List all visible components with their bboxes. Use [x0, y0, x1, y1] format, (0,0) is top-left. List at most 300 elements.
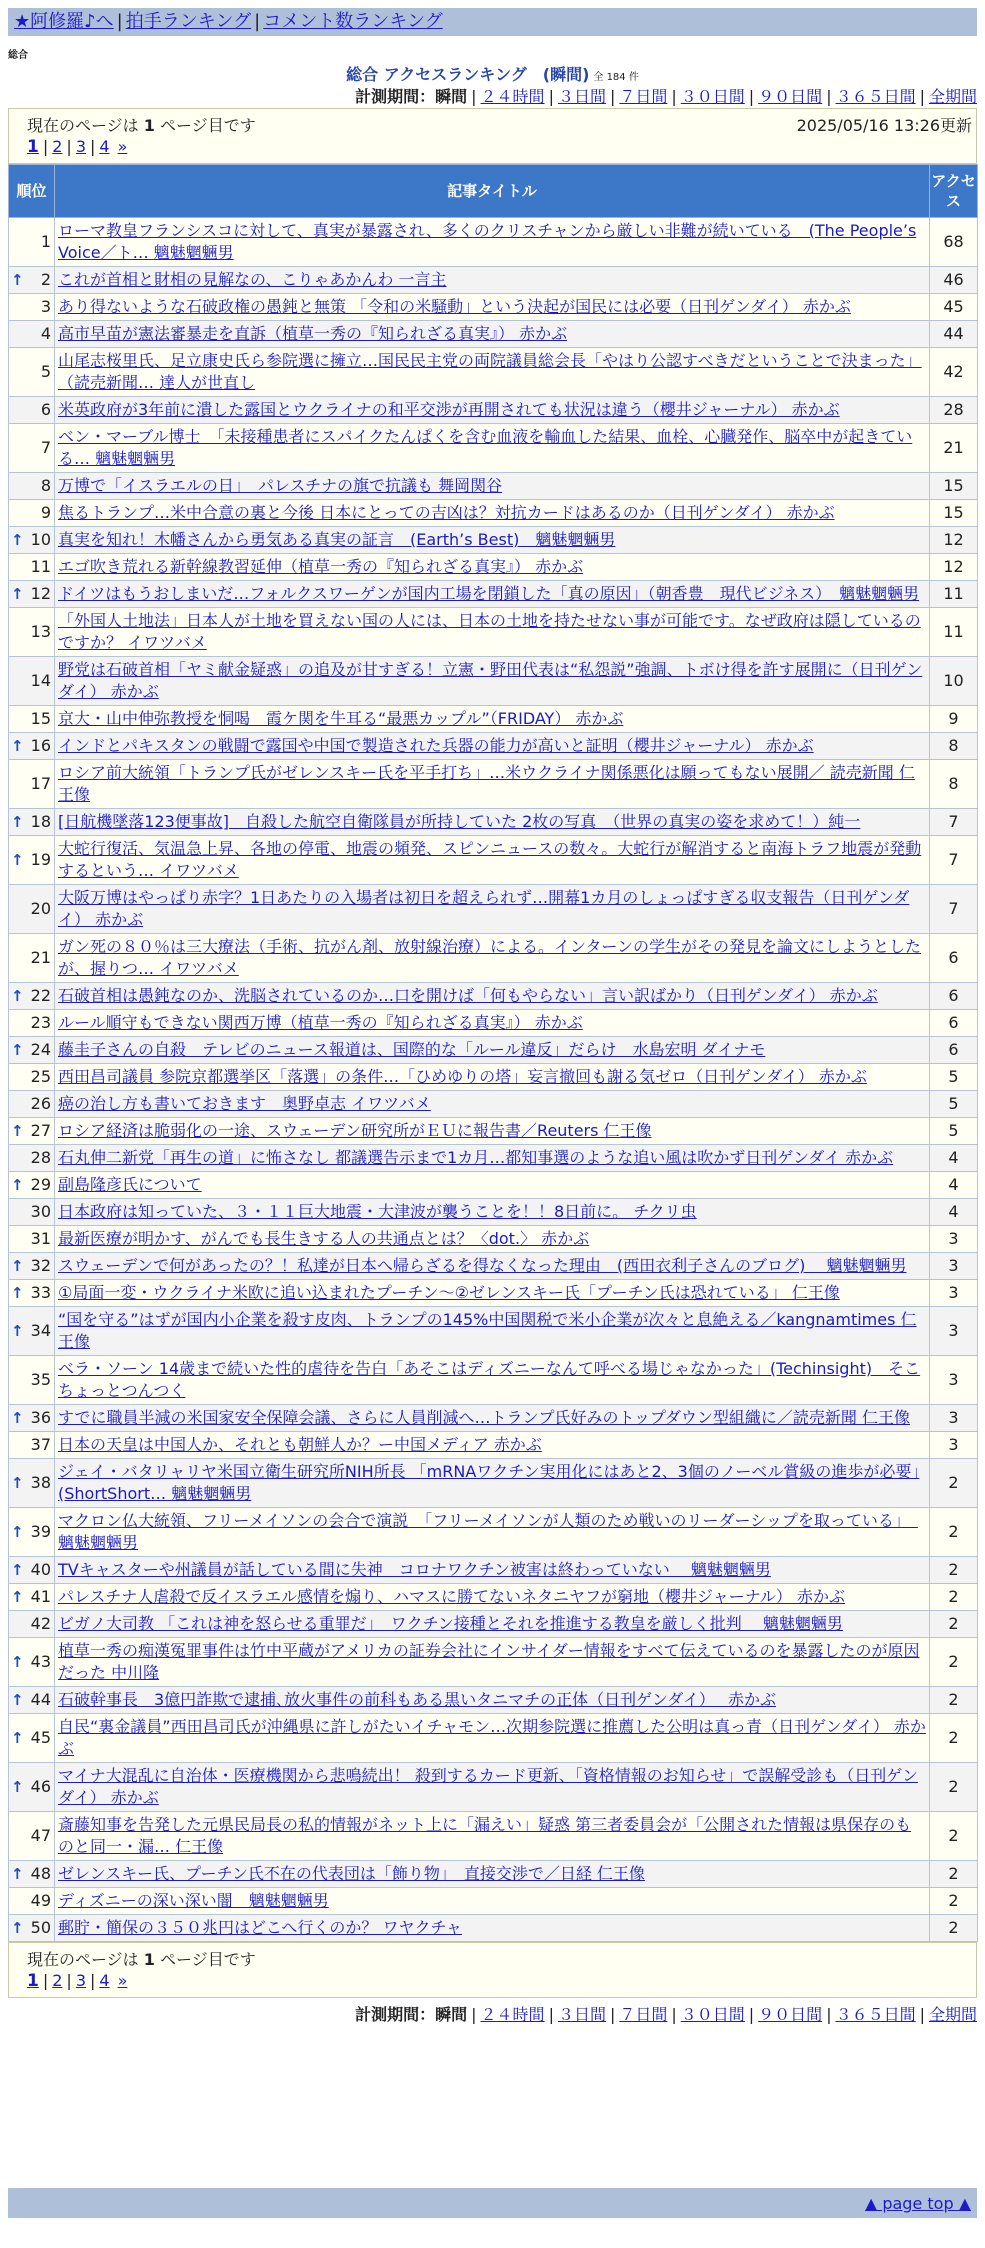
page-link-4[interactable]: 4 [99, 1971, 110, 1990]
rank-cell [9, 1861, 55, 1888]
rank-cell [9, 1226, 55, 1253]
article-title-link[interactable]: 「外国人土地法」日本人が土地を買えない国の人には、日本の土地を持たせない事が可能です。なぜ政府は隠しているのですか？ イワツバメ [58, 611, 921, 652]
rank-number: 16 [30, 736, 51, 755]
table-row [9, 885, 978, 934]
title-cell [55, 1714, 930, 1763]
rank-cell [9, 1584, 55, 1611]
article-title-link[interactable]: 真実を知れ！木幡さんから勇気ある真実の証言 (Earth’s Best) 魑魅魍魎男 [58, 530, 616, 549]
title-cell [55, 1432, 930, 1459]
title-cell [55, 1172, 930, 1199]
rank-number: 9 [40, 503, 51, 522]
rank-cell [9, 1508, 55, 1557]
rank-number: 39 [30, 1522, 51, 1541]
title-cell [55, 1226, 930, 1253]
access-count: 3 [930, 1226, 978, 1253]
article-title-link[interactable]: スウェーデンで何があったの？！私達が日本へ帰らざるを得なくなった理由 (西田衣利子さんのブログ) 魑魅魍魎男 [58, 1256, 907, 1275]
rank-cell [9, 760, 55, 809]
rank-up-arrow-icon: ↑ [11, 1778, 24, 1796]
rank-number: 8 [40, 476, 51, 495]
title-cell [55, 321, 930, 348]
article-title-link[interactable]: ロシア前大統領「トランプ氏がゼレンスキー氏を平手打ち」…米ウクライナ関係悪化は願ってもない展開／ 読売新聞 仁王像 [58, 763, 915, 804]
article-title-link[interactable]: 野党は石破首相「ヤミ献金疑惑」の追及が甘すぎる！立憲・野田代表は“私怨説”強調、トボけ得を許す展開に（日刊ゲンダイ） 赤かぶ [58, 660, 923, 701]
article-title-link[interactable]: 斎藤知事を告発した元県民局長の私的情報がネット上に「漏えい」疑惑 第三者委員会が「公開された情報は県保存のものと同一・漏… 仁王像 [58, 1815, 912, 1856]
rank-cell [9, 1888, 55, 1915]
period-link-365d[interactable]: ３６５日間 [835, 87, 916, 106]
rank-number: 20 [30, 899, 51, 918]
article-title-link[interactable]: 万博で「イスラエルの日」 パレスチナの旗で抗議も 舞岡関谷 [58, 476, 503, 495]
period-link-365d[interactable]: ３６５日間 [835, 2005, 916, 2024]
rank-up-arrow-icon: ↑ [11, 1919, 24, 1937]
title-cell [55, 267, 930, 294]
table-row [9, 1172, 978, 1199]
rank-cell [9, 424, 55, 473]
title-cell [55, 218, 930, 267]
page-link-1[interactable]: 1 [27, 137, 39, 157]
rank-number: 26 [30, 1094, 51, 1113]
pager-bottom [8, 1942, 977, 1998]
rank-cell [9, 348, 55, 397]
rank-up-arrow-icon: ↑ [11, 987, 24, 1005]
article-title-link[interactable]: ベン・マーブル博士 「未接種患者にスパイクたんぱくを含む血液を輸血した結果、血栓、心臓発作、脳卒中が起きている… 魑魅魍魎男 [58, 427, 913, 468]
article-title-link[interactable]: 日本の天皇は中国人か、それとも朝鮮人か？ー中国メディア 赤かぶ [58, 1435, 542, 1454]
title-cell [55, 1037, 930, 1064]
rank-number: 11 [30, 557, 51, 576]
page-link-next[interactable]: » [117, 137, 128, 156]
article-title-link[interactable]: [日航機墜落123便事故] 自殺した航空自衛隊員が所持していた 2枚の写真 （世界の真実の姿を求めて！）純一 [58, 812, 861, 831]
table-row [9, 500, 978, 527]
ranking-table [8, 164, 978, 1942]
article-title-link[interactable]: ゼレンスキー氏、プーチン氏不在の代表団は「飾り物」 直接交渉で／日経 仁王像 [58, 1864, 645, 1883]
table-row [9, 554, 978, 581]
article-title-link[interactable]: ビガノ大司教 「これは神を怒らせる重罪だ」 ワクチン接種とそれを推進する教皇を厳しく批判 魑魅魍魎男 [58, 1614, 843, 1633]
period-link-90d[interactable]: ９０日間 [758, 87, 823, 106]
table-row [9, 1432, 978, 1459]
article-title-link[interactable]: 副島隆彦氏について [58, 1175, 202, 1194]
access-count: 21 [930, 424, 978, 473]
period-link-7d[interactable]: ７日間 [619, 87, 668, 106]
access-count: 2 [930, 1714, 978, 1763]
rank-number: 36 [30, 1408, 51, 1427]
title-cell [55, 733, 930, 760]
page-link-3[interactable]: 3 [75, 1971, 86, 1990]
article-title-link[interactable]: 自民“裏金議員”西田昌司氏が沖縄県に許しがたいイチャモン…次期参院選に推薦した公明は真っ青（日刊ゲンダイ） 赤かぶ [58, 1717, 926, 1758]
rank-number: 35 [30, 1370, 51, 1389]
rank-number: 13 [30, 622, 51, 641]
article-title-link[interactable]: 山尾志桜里氏、足立康史氏ら参院選に擁立…国民民主党の両院議員総会長「やはり公認すべきだということで決まった」（読売新聞… 達人が世直し [58, 351, 922, 392]
rank-cell [9, 1557, 55, 1584]
current-page-text: 現在のページは 1 ページ目です [27, 116, 256, 135]
article-title-link[interactable]: 焦るトランプ…米中合意の裏と今後 日本にとっての吉凶は？対抗カードはあるのか（日刊ゲンダイ） 赤かぶ [58, 503, 835, 522]
article-title-link[interactable]: 郵貯・簡保の３５０兆円はどこへ行くのか？ ワヤクチャ [58, 1918, 462, 1937]
title-cell [55, 424, 930, 473]
article-title-link[interactable]: インドとパキスタンの戦闘で露国や中国で製造された兵器の能力が高いと証明（櫻井ジャーナル） 赤かぶ [58, 736, 814, 755]
rank-cell [9, 934, 55, 983]
access-count: 68 [930, 218, 978, 267]
access-count: 46 [930, 267, 978, 294]
article-title-link[interactable]: ローマ教皇フランシスコに対して、真実が暴露され、多くのクリスチャンから厳しい非難が続いている (The People’s Voice／ト… 魑魅魍魎男 [58, 221, 917, 262]
period-link-3d[interactable]: ３日間 [557, 2005, 606, 2024]
title-cell [55, 348, 930, 397]
article-title-link[interactable]: マクロン仏大統領、フリーメイソンの会合で演説 「フリーメイソンが人類のため戦いのリーダーシップを取っている」 魑魅魍魎男 [58, 1511, 918, 1552]
access-count: 15 [930, 500, 978, 527]
table-row [9, 1199, 978, 1226]
article-title-link[interactable]: マイナ大混乱に自治体・医療機関から悲鳴続出！ 殺到するカード更新、「資格情報のお知らせ」で誤解受診も（日刊ゲンダイ） 赤かぶ [58, 1766, 918, 1807]
title-cell [55, 934, 930, 983]
rank-cell [9, 527, 55, 554]
rank-number: 37 [30, 1435, 51, 1454]
title-cell [55, 1861, 930, 1888]
rank-cell [9, 1459, 55, 1508]
article-title-link[interactable]: 大阪万博はやっぱり赤字？1日あたりの入場者は初日を超えられず…開幕1カ月のしょっぱすぎる収支報告（日刊ゲンダイ） 赤かぶ [58, 888, 910, 929]
rank-up-arrow-icon: ↑ [11, 1474, 24, 1492]
rank-cell [9, 1432, 55, 1459]
rank-number: 41 [30, 1587, 51, 1606]
title-cell [55, 1459, 930, 1508]
nav-link-asyura[interactable]: ★阿修羅♪へ [14, 11, 114, 32]
table-row [9, 1861, 978, 1888]
page-link-2[interactable]: 2 [52, 1971, 63, 1990]
period-link-24h[interactable]: ２４時間 [480, 2005, 545, 2024]
title-cell [55, 294, 930, 321]
article-title-link[interactable]: 石破首相は愚鈍なのか、洗脳されているのか…口を開けば「何もやらない」言い訳ばかり（日刊ゲンダイ） 赤かぶ [58, 986, 878, 1005]
article-title-link[interactable]: 高市早苗が憲法審暴走を直訴（植草一秀の『知られざる真実』） 赤かぶ [58, 324, 568, 343]
access-count: 8 [930, 760, 978, 809]
article-title-link[interactable]: 癌の治し方も書いておきます 奥野卓志 イワツバメ [58, 1094, 431, 1113]
column-header-title: 記事タイトル [55, 165, 930, 218]
title-cell [55, 1405, 930, 1432]
access-count: 2 [930, 1687, 978, 1714]
rank-number: 5 [40, 362, 51, 381]
title-cell [55, 983, 930, 1010]
rank-number: 42 [30, 1614, 51, 1633]
table-row [9, 218, 978, 267]
rank-number: 50 [30, 1918, 51, 1937]
rank-cell [9, 1199, 55, 1226]
rank-number: 4 [40, 324, 51, 343]
article-title-link[interactable]: 最新医療が明かす、がんでも長生きする人の共通点とは？〈dot.〉 赤かぶ [58, 1229, 590, 1248]
rank-cell [9, 473, 55, 500]
rank-number: 25 [30, 1067, 51, 1086]
table-row [9, 1091, 978, 1118]
rank-number: 31 [30, 1229, 51, 1248]
table-row [9, 809, 978, 836]
title-cell [55, 1145, 930, 1172]
table-row [9, 1888, 978, 1915]
table-row [9, 1584, 978, 1611]
table-row [9, 836, 978, 885]
rank-number: 6 [40, 400, 51, 419]
period-current: 瞬間 [435, 87, 468, 106]
article-title-link[interactable]: ドイツはもうおしまいだ…フォルクスワーゲンが国内工場を閉鎖した「真の原因」（朝香豊 現代ビジネス） 魑魅魍魎男 [58, 584, 920, 603]
article-title-link[interactable]: ロシア経済は脆弱化の一途、スウェーデン研究所がＥＵに報告書／Reuters 仁王像 [58, 1121, 652, 1140]
rank-cell [9, 1687, 55, 1714]
article-title-link[interactable]: ガン死の８０％は三大療法（手術、抗がん剤、放射線治療）による。インターンの学生がその発見を論文にしようとしたが、握りつ… イワツバメ [58, 937, 922, 978]
rank-cell [9, 1280, 55, 1307]
period-link-3d[interactable]: ３日間 [557, 87, 606, 106]
column-header-access: アクセス [930, 165, 978, 218]
title-cell [55, 1356, 930, 1405]
rank-cell [9, 1307, 55, 1356]
rank-number: 1 [40, 232, 51, 251]
rank-cell [9, 1611, 55, 1638]
rank-number: 40 [30, 1560, 51, 1579]
table-row [9, 1253, 978, 1280]
page-link-4[interactable]: 4 [99, 137, 110, 156]
rank-up-arrow-icon: ↑ [11, 1653, 24, 1671]
table-row [9, 1226, 978, 1253]
article-title-link[interactable]: パレスチナ人虐殺で反イスラエル感情を煽り、ハマスに勝てないネタニヤフが窮地（櫻井ジャーナル） 赤かぶ [58, 1587, 846, 1606]
article-title-link[interactable]: エゴ吹き荒れる新幹線教習延伸（植草一秀の『知られざる真実』） 赤かぶ [58, 557, 584, 576]
title-cell [55, 1508, 930, 1557]
article-title-link[interactable]: “国を守る”はずが国内小企業を殺す皮肉、トランプの145%中国関税で米小企業が次々と息絶える／kangnamtimes 仁王像 [58, 1310, 917, 1351]
rank-number: 48 [30, 1864, 51, 1883]
article-title-link[interactable]: 石丸伸二新党「再生の道」に怖さなし 都議選告示まで1カ月…都知事選のような追い風は吹かず日刊ゲンダイ 赤かぶ [58, 1148, 894, 1167]
title-cell [55, 1888, 930, 1915]
rank-number: 30 [30, 1202, 51, 1221]
access-count: 2 [930, 1584, 978, 1611]
table-row [9, 1915, 978, 1942]
table-row [9, 1145, 978, 1172]
title-cell [55, 1307, 930, 1356]
rank-up-arrow-icon: ↑ [11, 1257, 24, 1275]
article-title-link[interactable]: 大蛇行復活、気温急上昇、各地の停電、地震の頻発、スピンニュースの数々。大蛇行が解消すると南海トラフ地震が発動するという… イワツバメ [58, 839, 922, 880]
rank-number: 21 [30, 948, 51, 967]
rank-number: 34 [30, 1321, 51, 1340]
total-count: 全 184 件 [593, 72, 639, 83]
top-nav-bar [8, 8, 977, 36]
title-cell [55, 836, 930, 885]
rank-cell [9, 1010, 55, 1037]
rank-number: 45 [30, 1728, 51, 1747]
access-count: 6 [930, 1010, 978, 1037]
table-row [9, 983, 978, 1010]
table-row [9, 1812, 978, 1861]
rank-cell [9, 1812, 55, 1861]
rank-cell [9, 1064, 55, 1091]
access-count: 2 [930, 1638, 978, 1687]
rank-cell [9, 321, 55, 348]
access-count: 7 [930, 885, 978, 934]
table-row [9, 1010, 978, 1037]
access-count: 9 [930, 706, 978, 733]
table-row [9, 348, 978, 397]
title-cell [55, 1118, 930, 1145]
title-cell [55, 1687, 930, 1714]
period-current: 瞬間 [435, 2005, 468, 2024]
period-link-90d[interactable]: ９０日間 [758, 2005, 823, 2024]
rank-up-arrow-icon: ↑ [11, 1561, 24, 1579]
access-count: 6 [930, 983, 978, 1010]
table-row [9, 1611, 978, 1638]
access-count: 2 [930, 1888, 978, 1915]
current-page-text: 現在のページは 1 ページ目です [27, 1950, 256, 1969]
article-title-link[interactable]: あり得ないような石破政権の愚鈍と無策 「令和の米騒動」という決起が国民には必要（日刊ゲンダイ） 赤かぶ [58, 297, 851, 316]
rank-cell [9, 1714, 55, 1763]
nav-separator: | [254, 11, 261, 32]
access-count: 4 [930, 1145, 978, 1172]
article-title-link[interactable]: TVキャスターや州議員が話している間に失神 コロナワクチン被害は終わっていない 魑魅魍魎男 [58, 1560, 771, 1579]
period-nav-bottom: 計測期間：瞬間 | ２４時間 | ３日間 | ７日間 | ３０日間 | ９０日間 | ３６５日間 | 全期間 [355, 2005, 977, 2024]
table-row [9, 1557, 978, 1584]
pager-top [8, 108, 977, 164]
period-link-all[interactable]: 全期間 [928, 87, 977, 106]
rank-cell [9, 267, 55, 294]
access-count: 5 [930, 1091, 978, 1118]
page-top-link[interactable]: ▲ page top ▲ [864, 2194, 971, 2213]
rank-number: 23 [30, 1013, 51, 1032]
article-title-link[interactable]: 藤圭子さんの自殺 テレビのニュース報道は、国際的な「ルール違反」だらけ 水島宏明 ダイナモ [58, 1040, 766, 1059]
access-count: 2 [930, 1763, 978, 1812]
access-count: 2 [930, 1915, 978, 1942]
rank-number: 46 [30, 1777, 51, 1796]
rank-cell [9, 1638, 55, 1687]
nav-link-comment-ranking[interactable]: コメント数ランキング [263, 11, 443, 32]
rank-cell [9, 1145, 55, 1172]
page-links: 1 | 2 | 3 | 4 » [27, 137, 128, 157]
period-link-30d[interactable]: ３０日間 [680, 2005, 745, 2024]
access-count: 4 [930, 1172, 978, 1199]
title-cell [55, 500, 930, 527]
rank-number: 44 [30, 1690, 51, 1709]
access-count: 5 [930, 1064, 978, 1091]
article-title-link[interactable]: 植草一秀の痴漢冤罪事件は竹中平蔵がアメリカの証券会社にインサイダー情報をすべて伝えているのを暴露したのが原因だった 中川隆 [58, 1641, 920, 1682]
rank-cell [9, 1172, 55, 1199]
column-header-rank: 順位 [9, 165, 55, 218]
access-count: 3 [930, 1280, 978, 1307]
title-cell [55, 581, 930, 608]
rank-number: 32 [30, 1256, 51, 1275]
rank-number: 3 [40, 297, 51, 316]
title-cell [55, 1557, 930, 1584]
table-row [9, 1356, 978, 1405]
table-row [9, 267, 978, 294]
title-cell [55, 1199, 930, 1226]
rank-up-arrow-icon: ↑ [11, 1322, 24, 1340]
rank-up-arrow-icon: ↑ [11, 585, 24, 603]
rank-cell [9, 581, 55, 608]
article-title-link[interactable]: ルール順守もできない関西万博（植草一秀の『知られざる真実』） 赤かぶ [58, 1013, 583, 1032]
rank-cell [9, 836, 55, 885]
page-link-3[interactable]: 3 [75, 137, 86, 156]
table-row [9, 1508, 978, 1557]
access-count: 2 [930, 1611, 978, 1638]
page-title [0, 62, 985, 85]
rank-up-arrow-icon: ↑ [11, 813, 24, 831]
period-link-24h[interactable]: ２４時間 [480, 87, 545, 106]
access-count: 45 [930, 294, 978, 321]
title-cell [55, 473, 930, 500]
page-links: 1 | 2 | 3 | 4 » [27, 1971, 128, 1991]
rank-cell [9, 554, 55, 581]
rank-cell [9, 1763, 55, 1812]
table-row [9, 581, 978, 608]
rank-cell [9, 733, 55, 760]
title-cell [55, 1812, 930, 1861]
rank-number: 38 [30, 1473, 51, 1492]
table-row [9, 1638, 978, 1687]
title-cell [55, 885, 930, 934]
title-cell [55, 1638, 930, 1687]
nav-separator: | [116, 11, 123, 32]
table-row [9, 424, 978, 473]
page-link-next[interactable]: » [117, 1971, 128, 1990]
period-link-30d[interactable]: ３０日間 [680, 87, 745, 106]
access-count: 2 [930, 1812, 978, 1861]
access-count: 42 [930, 348, 978, 397]
table-row [9, 934, 978, 983]
rank-up-arrow-icon: ↑ [11, 531, 24, 549]
rank-cell [9, 294, 55, 321]
title-cell [55, 1611, 930, 1638]
rank-up-arrow-icon: ↑ [11, 1284, 24, 1302]
article-title-link[interactable]: ジェイ・バタリャリヤ米国立衛生研究所NIH所長 「mRNAワクチン実用化にはあと2、3個のノーベル賞級の進歩が必要」(ShortShort… 魑魅魍魎男 [58, 1462, 920, 1503]
title-cell [55, 1010, 930, 1037]
rank-up-arrow-icon: ↑ [11, 1588, 24, 1606]
article-title-link[interactable]: 石破幹事長 3億円詐欺で逮捕､放火事件の前科もある黒いタニマチの正体（日刊ゲンダイ） 赤かぶ [58, 1690, 776, 1709]
access-count: 6 [930, 934, 978, 983]
footer-bar [8, 2188, 977, 2218]
nav-link-clap-ranking[interactable]: 拍手ランキング [125, 11, 252, 32]
title-cell [55, 706, 930, 733]
article-title-link[interactable]: 日本政府は知っていた、３・１１巨大地震・大津波が襲うことを！！8日前に。 チクリ虫 [58, 1202, 697, 1221]
table-row [9, 706, 978, 733]
page-link-2[interactable]: 2 [52, 137, 63, 156]
rank-cell [9, 397, 55, 424]
rank-up-arrow-icon: ↑ [11, 1122, 24, 1140]
table-row [9, 1687, 978, 1714]
rank-cell [9, 1915, 55, 1942]
rank-cell [9, 1405, 55, 1432]
rank-number: 17 [30, 774, 51, 793]
period-link-all[interactable]: 全期間 [928, 2005, 977, 2024]
table-row [9, 1280, 978, 1307]
table-row [9, 1405, 978, 1432]
table-row [9, 527, 978, 554]
rank-number: 12 [30, 584, 51, 603]
article-title-link[interactable]: ベラ・ソーン 14歳まで続いた性的虐待を告白「あそこはディズニーなんて呼べる場じゃなかった」(Techinsight) そこちょっとつんつく [58, 1359, 921, 1400]
rank-number: 27 [30, 1121, 51, 1140]
article-title-link[interactable]: ①局面一変・ウクライナ米欧に追い込まれたプーチン～②ゼレンスキー氏「プーチン氏は恐れている」 仁王像 [58, 1283, 840, 1302]
rank-up-arrow-icon: ↑ [11, 1729, 24, 1747]
rank-up-arrow-icon: ↑ [11, 271, 24, 289]
article-title-link[interactable]: ディズニーの深い深い闇 魑魅魍魎男 [58, 1891, 329, 1910]
access-count: 11 [930, 581, 978, 608]
period-link-7d[interactable]: ７日間 [619, 2005, 668, 2024]
article-title-link[interactable]: 京大・山中伸弥教授を恫喝 霞ケ関を牛耳る“最悪カップル”（FRIDAY） 赤かぶ [58, 709, 624, 728]
table-row [9, 733, 978, 760]
rank-cell [9, 809, 55, 836]
rank-cell [9, 1118, 55, 1145]
rank-number: 19 [30, 850, 51, 869]
article-title-link[interactable]: 西田昌司議員 参院京都選挙区「落選」の条件…「ひめゆりの塔」妄言撤回も謝る気ゼロ（日刊ゲンダイ） 赤かぶ [58, 1067, 867, 1086]
rank-number: 29 [30, 1175, 51, 1194]
access-count: 2 [930, 1459, 978, 1508]
rank-number: 28 [30, 1148, 51, 1167]
table-row [9, 1118, 978, 1145]
rank-number: 22 [30, 986, 51, 1005]
access-count: 44 [930, 321, 978, 348]
table-row [9, 294, 978, 321]
article-title-link[interactable]: 米英政府が3年前に潰した露国とウクライナの和平交渉が再開されても状況は違う（櫻井ジャーナル） 赤かぶ [58, 400, 840, 419]
article-title-link[interactable]: これが首相と財相の見解なの、こりゃあかんわ 一言主 [58, 270, 447, 289]
rank-number: 47 [30, 1826, 51, 1845]
table-row [9, 657, 978, 706]
title-cell [55, 1280, 930, 1307]
page-link-1[interactable]: 1 [27, 1971, 39, 1991]
ranking-table-body [9, 218, 978, 1942]
article-title-link[interactable]: すでに職員半減の米国家安全保障会議、さらに人員削減へ…トランプ氏好みのトップダウン型組織に／読売新聞 仁王像 [58, 1408, 910, 1427]
rank-cell [9, 885, 55, 934]
